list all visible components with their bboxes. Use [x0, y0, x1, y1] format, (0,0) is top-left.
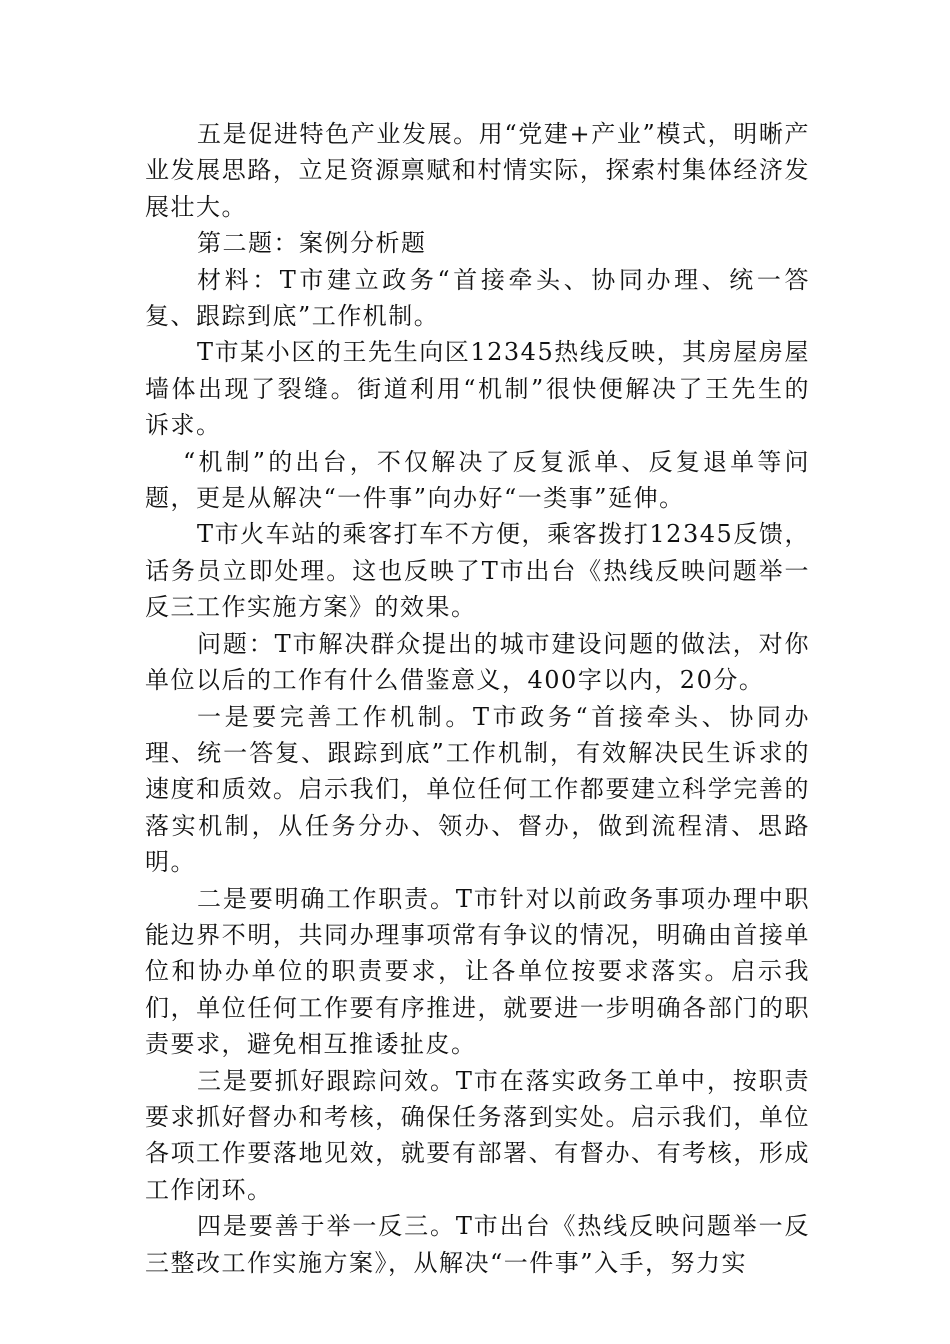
paragraph-point-one: 一是要完善工作机制。T市政务“首接牵头、协同办理、统一答复、跟踪到底”工作机制，有效解决民生诉求的速度和质效。启示我们，单位任何工作都要建立科学完善的落实机制，从任务分办、领办、督办，做到流程清、思路明。 [145, 702, 810, 877]
paragraph-case-station: T市火车站的乘客打车不方便，乘客拨打12345反馈，话务员立即处理。这也反映了T市出台《热线反映问题举一反三工作实施方案》的效果。 [145, 520, 810, 622]
paragraph-mechanism: “机制”的出台，不仅解决了反复派单、反复退单等问题，更是从解决“一件事”向办好“一类事”延伸。 [145, 447, 810, 513]
paragraph-point-two: 二是要明确工作职责。T市针对以前政务事项办理中职能边界不明，共同办理事项常有争议的情况，明确由首接单位和协办单位的职责要求，让各单位按要求落实。启示我们，单位任何工作要有序推进，就要进一步明确各部门的职责要求，避免相互推诿扯皮。 [145, 884, 810, 1059]
document-body [145, 116, 810, 1281]
paragraph-point-three: 三是要抓好跟踪问效。T市在落实政务工单中，按职责要求抓好督办和考核，确保任务落到实处。启示我们，单位各项工作要落地见效，就要有部署、有督办、有考核，形成工作闭环。 [145, 1066, 810, 1204]
paragraph-point-four: 四是要善于举一反三。T市出台《热线反映问题举一反三整改工作实施方案》，从解决“一件事”入手，努力实 [145, 1212, 810, 1277]
paragraph-question-two-heading: 第二题：案例分析题 [197, 229, 427, 258]
paragraph-material: 材料：T市建立政务“首接牵头、协同办理、统一答复、跟踪到底”工作机制。 [145, 265, 810, 331]
paragraph-question: 问题：T市解决群众提出的城市建设问题的做法，对你单位以后的工作有什么借鉴意义，400字以内，20分。 [145, 629, 810, 695]
paragraph-industry-development: 五是促进特色产业发展。用“党建+产业”模式，明晰产业发展思路，立足资源禀赋和村情实际，探索村集体经济发展壮大。 [145, 120, 810, 221]
paragraph-case-wang: T市某小区的王先生向区12345热线反映，其房屋房屋墙体出现了裂缝。街道利用“机制”很快便解决了王先生的诉求。 [145, 338, 810, 440]
